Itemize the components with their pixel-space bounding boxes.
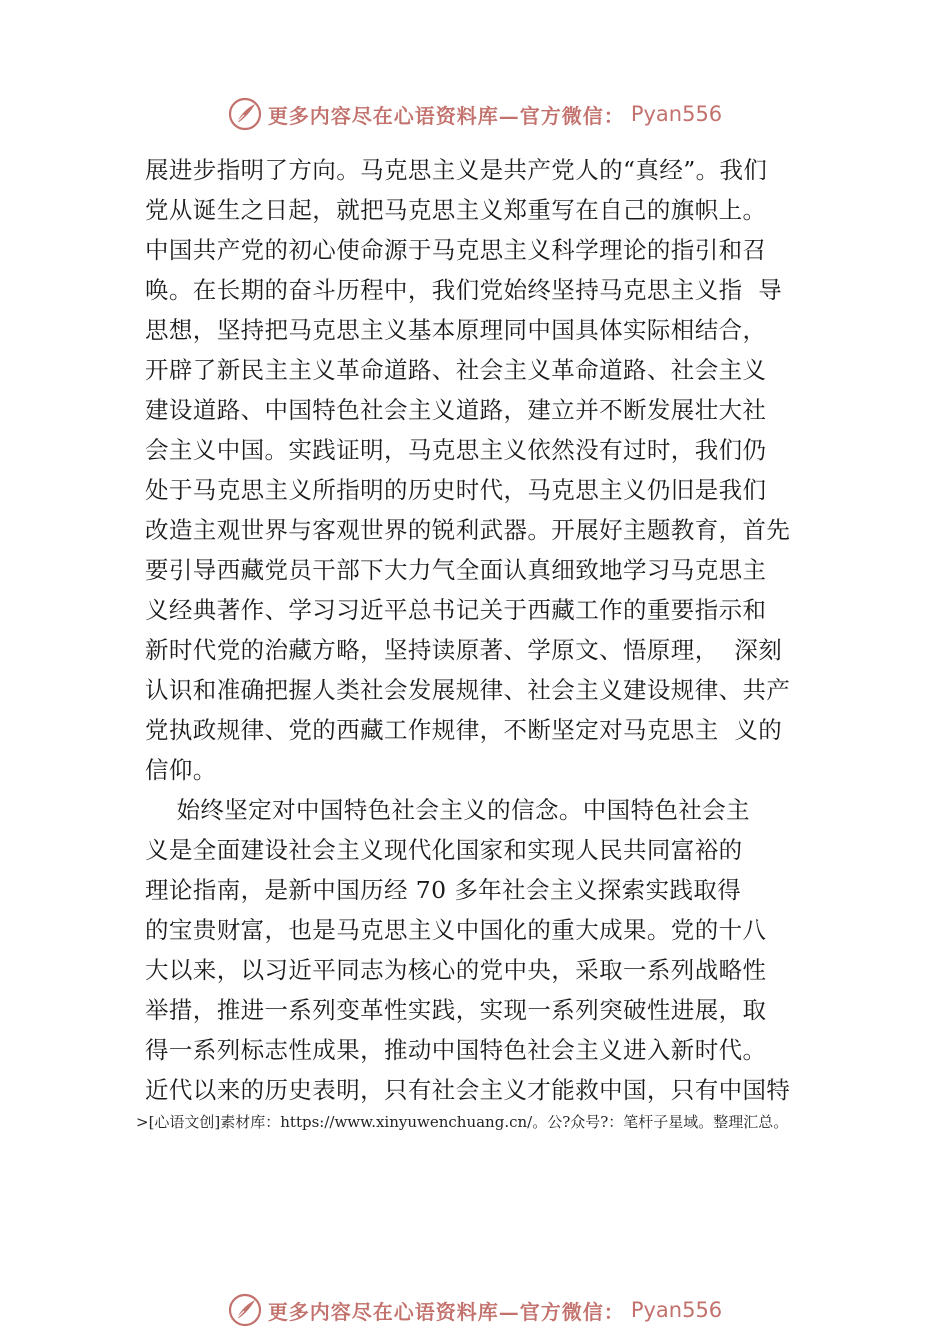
body-line: 理论指南，是新中国历经 70 多年社会主义探索实践取得 xyxy=(145,876,742,904)
body-line: 中国共产党的初心使命源于马克思主义科学理论的指引和召 xyxy=(145,236,767,264)
body-line: 展进步指明了方向。马克思主义是共产党人的“真经”。我们 xyxy=(145,156,768,184)
body-line: 义经典著作、学习习近平总书记关于西藏工作的重要指示和 xyxy=(145,596,767,624)
body-line: 新时代党的治藏方略，坚持读原著、学原文、悟原理， 深刻 xyxy=(145,636,783,664)
body-line: 唤。在长期的奋斗历程中，我们党始终坚持马克思主义指 导 xyxy=(145,276,783,304)
footer-banner-handle: Pyan556 xyxy=(630,1298,723,1322)
header-banner-text: 更多内容尽在心语资料库—官方微信： xyxy=(267,103,625,128)
body-line: 大以来，以习近平同志为核心的党中央，采取一系列战略性 xyxy=(145,956,767,984)
body-line: 信仰。 xyxy=(145,756,217,784)
header-banner xyxy=(0,94,950,134)
document-body xyxy=(145,150,845,1110)
body-line: 党从诞生之日起，就把马克思主义郑重写在自己的旗帜上。 xyxy=(145,196,767,224)
body-line: 举措，推进一系列变革性实践，实现一系列突破性进展，取 xyxy=(145,996,767,1024)
body-line: 的宝贵财富，也是马克思主义中国化的重大成果。党的十八 xyxy=(145,916,767,944)
body-line: 改造主观世界与客观世界的锐利武器。开展好主题教育，首先 xyxy=(145,516,791,544)
body-line: 党执政规律、党的西藏工作规律，不断坚定对马克思主 义的 xyxy=(145,716,783,744)
body-line: 开辟了新民主主义革命道路、社会主义革命道路、社会主义 xyxy=(145,356,767,384)
body-line: 会主义中国。实践证明，马克思主义依然没有过时，我们仍 xyxy=(145,436,767,464)
body-line: 得一系列标志性成果，推动中国特色社会主义进入新时代。 xyxy=(145,1036,767,1064)
body-line: 近代以来的历史表明，只有社会主义才能救中国，只有中国特 xyxy=(145,1076,791,1104)
footer-banner xyxy=(0,1290,950,1330)
body-line: 处于马克思主义所指明的历史时代，马克思主义仍旧是我们 xyxy=(145,476,767,504)
quill-pen-logo-icon xyxy=(228,97,262,131)
source-footnote: >[心语文创]素材库：https://www.xinyuwenchuang.cn/。公?众号?：笔杆子星域。整理汇总。 xyxy=(136,1113,789,1131)
footer-banner-text: 更多内容尽在心语资料库—官方微信： xyxy=(267,1299,625,1324)
header-banner-handle: Pyan556 xyxy=(630,102,723,126)
body-line: 义是全面建设社会主义现代化国家和实现人民共同富裕的 xyxy=(145,836,743,864)
quill-pen-logo-icon xyxy=(228,1293,262,1327)
body-line: 要引导西藏党员干部下大力气全面认真细致地学习马克思主 xyxy=(145,556,767,584)
body-line: 建设道路、中国特色社会主义道路，建立并不断发展壮大社 xyxy=(145,396,767,424)
body-line: 思想，坚持把马克思主义基本原理同中国具体实际相结合， xyxy=(145,316,767,344)
body-line: 始终坚定对中国特色社会主义的信念。中国特色社会主 xyxy=(145,796,751,824)
body-line: 认识和准确把握人类社会发展规律、社会主义建设规律、共产 xyxy=(145,676,791,704)
